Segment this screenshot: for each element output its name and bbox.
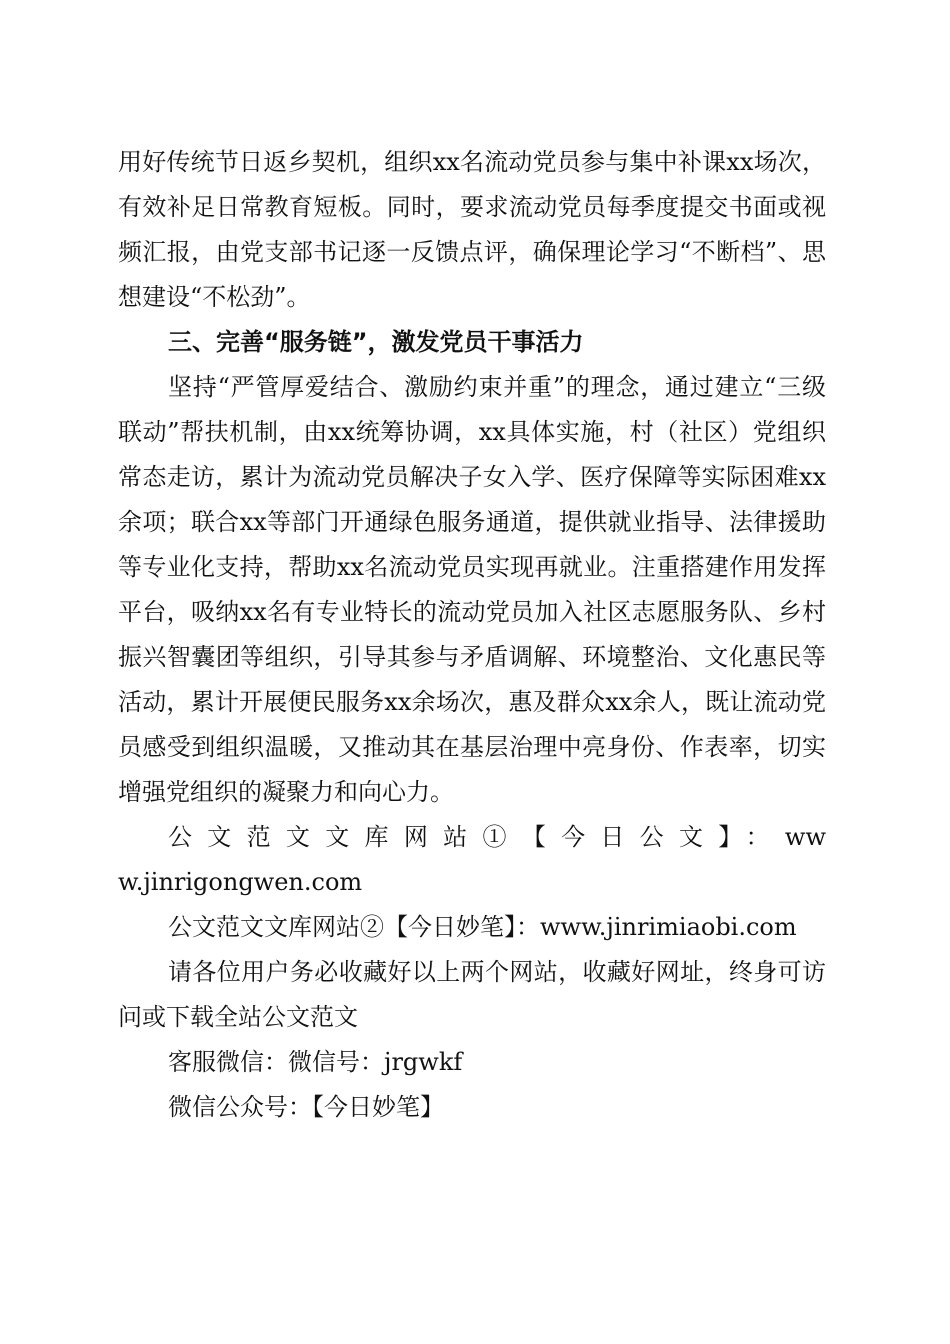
site-one-label: 公文范文文库网站①【今日公文】： [168,823,785,851]
site-one-line [118,815,826,905]
document-page [118,140,826,1130]
site-one-url[interactable]: www.jinrigongwen.com [118,823,826,896]
bookmark-notice: 请各位用户务必收藏好以上两个网站，收藏好网址，终身可访问或下载全站公文范文 [118,958,826,1031]
body-paragraph-continued: 用好传统节日返乡契机，组织xx名流动党员参与集中补课xx场次，有效补足日常教育短板。同时，要求流动党员每季度提交书面或视频汇报，由党支部书记逐一反馈点评，确保理论学习“不断档”、思想建设“不松劲”。 [118,148,826,311]
site-two-line[interactable]: 公文范文文库网站②【今日妙笔】：www.jinrimiaobi.com [168,913,797,941]
promo-footer [118,815,826,1130]
body-paragraph: 坚持“严管厚爱结合、激励约束并重”的理念，通过建立“三级联动”帮扶机制，由xx统筹协调，xx具体实施，村（社区）党组织常态走访，累计为流动党员解决子女入学、医疗保障等实际困难xx余项；联合xx等部门开通绿色服务通道，提供就业指导、法律援助等专业化支持，帮助xx名流动党员实现再就业。注重搭建作用发挥平台，吸纳xx名有专业特长的流动党员加入社区志愿服务队、乡村振兴智囊团等组织，引导其参与矛盾调解、环境整治、文化惠民等活动，累计开展便民服务xx余场次，惠及群众xx余人，既让流动党员感受到组织温暖，又推动其在基层治理中亮身份、作表率，切实增强党组织的凝聚力和向心力。 [118,373,826,806]
wechat-official-account: 微信公众号：【今日妙笔】 [168,1093,444,1121]
section-heading: 三、完善“服务链”，激发党员干事活力 [168,328,584,356]
customer-service-wechat: 客服微信：微信号：jrgwkf [168,1048,463,1076]
